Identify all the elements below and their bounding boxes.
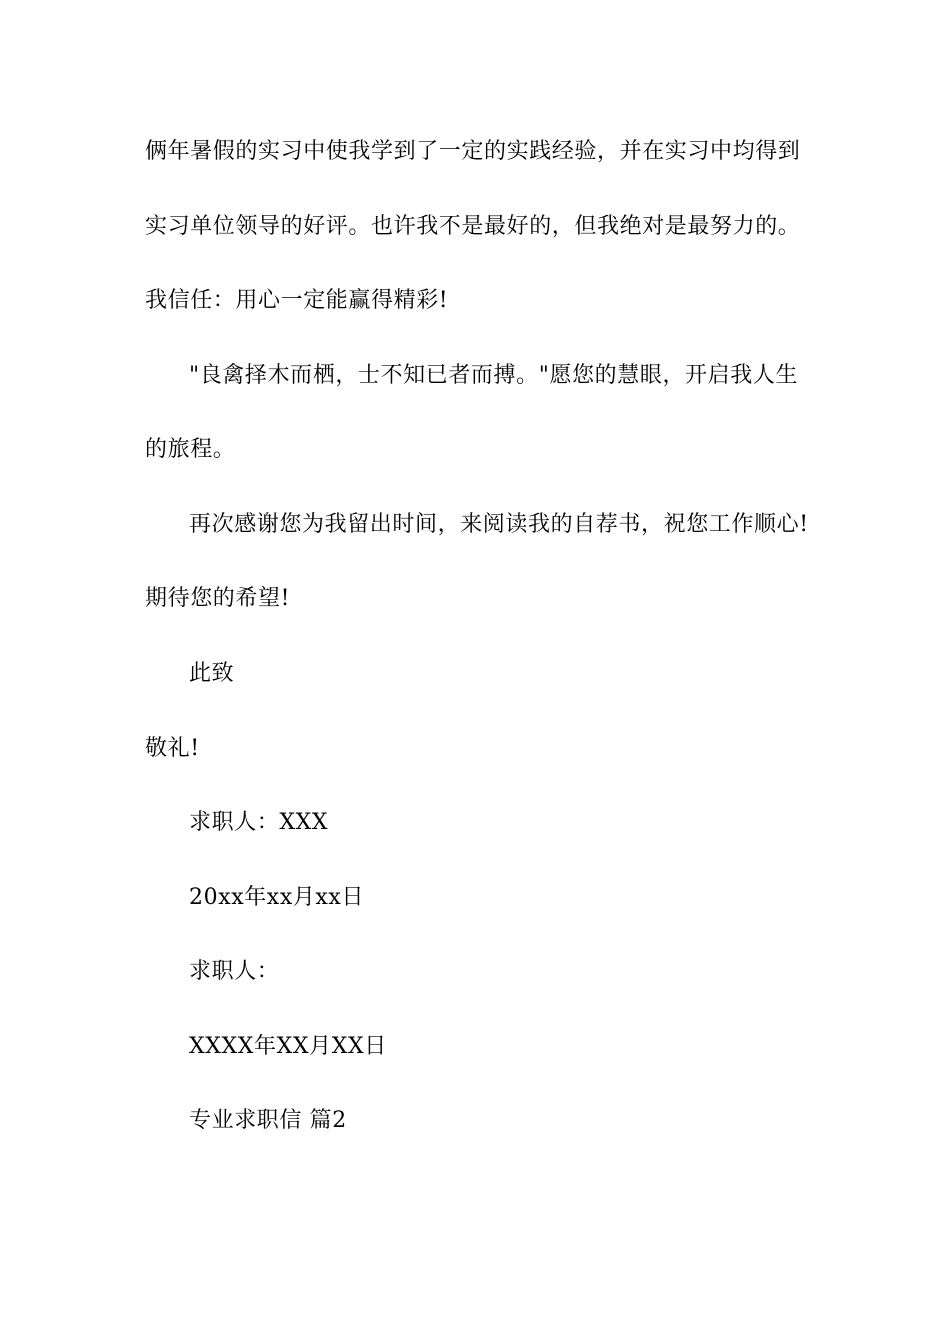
paragraph-line-1: 俩年暑假的实习中使我学到了一定的实践经验，并在实习中均得到 bbox=[145, 139, 801, 164]
paragraph-line-3: 我信任：用心一定能赢得精彩! bbox=[145, 288, 449, 313]
paragraph-line-4: "良禽择木而栖，士不知已者而搏。"愿您的慧眼，开启我人生 bbox=[189, 363, 799, 388]
closing-salutation: 此致 bbox=[189, 661, 235, 686]
paragraph-line-2: 实习单位领导的好评。也许我不是最好的，但我绝对是最努力的。 bbox=[145, 214, 801, 239]
paragraph-line-7: 期待您的希望! bbox=[145, 586, 291, 611]
applicant-signature: 求职人：XXX bbox=[189, 810, 329, 835]
applicant-signature-2: 求职人： bbox=[189, 959, 280, 984]
signature-date-2: XXXX年XX月XX日 bbox=[189, 1034, 387, 1059]
paragraph-line-5: 的旅程。 bbox=[145, 437, 236, 462]
section-heading: 专业求职信 篇2 bbox=[189, 1108, 347, 1133]
closing-regards: 敬礼! bbox=[145, 736, 200, 761]
signature-date: 20xx年xx月xx日 bbox=[189, 885, 365, 910]
paragraph-line-6: 再次感谢您为我留出时间，来阅读我的自荐书，祝您工作顺心! bbox=[189, 512, 809, 537]
